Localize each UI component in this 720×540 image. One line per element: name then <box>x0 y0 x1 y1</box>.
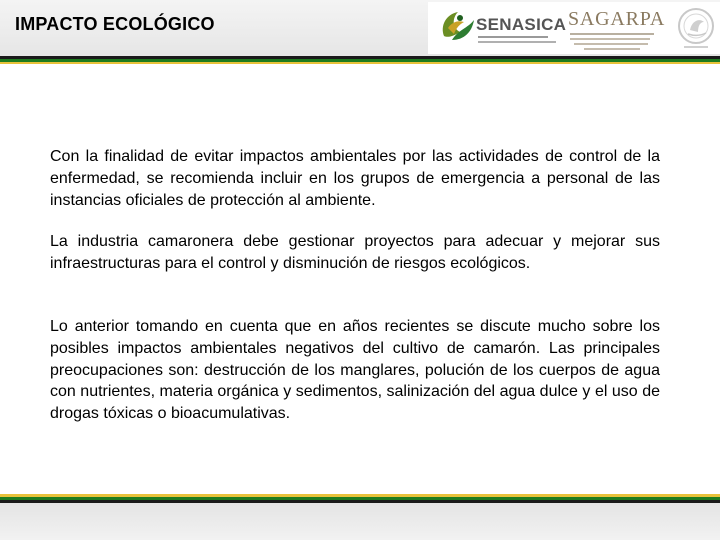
paragraph-2: La industria camaronera debe gestionar proyectos para adecuar y mejorar sus infraestructuras para el control y disminución de riesgos ecológicos. <box>50 233 660 272</box>
page-title: IMPACTO ECOLÓGICO <box>15 14 215 34</box>
senasica-logo <box>438 6 567 50</box>
footer-stripes <box>0 494 720 540</box>
header-stripe-yellow <box>0 62 720 64</box>
senasica-emblem-icon <box>438 6 478 50</box>
logo-panel <box>428 2 720 54</box>
header-bar <box>0 0 720 56</box>
sagarpa-subtitle-lines <box>570 32 656 52</box>
sagarpa-wordmark: SAGARPA <box>568 8 666 30</box>
senasica-wordmark: SENASICA <box>476 15 567 34</box>
senasica-subtitle-lines <box>478 35 556 45</box>
paragraph-1: Con la finalidad de evitar impactos ambientales por las actividades de control de la enfermedad, se recomienda incluir en los grupos de emergencia a personal de las instancias oficiales de protección al ambiente. <box>50 148 660 209</box>
mexico-coat-of-arms-icon <box>676 6 716 50</box>
paragraph-3: Lo anterior tomando en cuenta que en años recientes se discute mucho sobre los posibles impactos ambientales negativos del cultivo de camarón. Las principales preocupaciones son: destrucción de los manglares, polución de los cuerpos de agua con nutrientes, materia orgánica y sedimentos, salinización del agua dulce y el uso de drogas tóxicas o bioacumulativas. <box>50 318 660 423</box>
sagarpa-logo <box>562 6 666 52</box>
footer-band <box>0 503 720 540</box>
